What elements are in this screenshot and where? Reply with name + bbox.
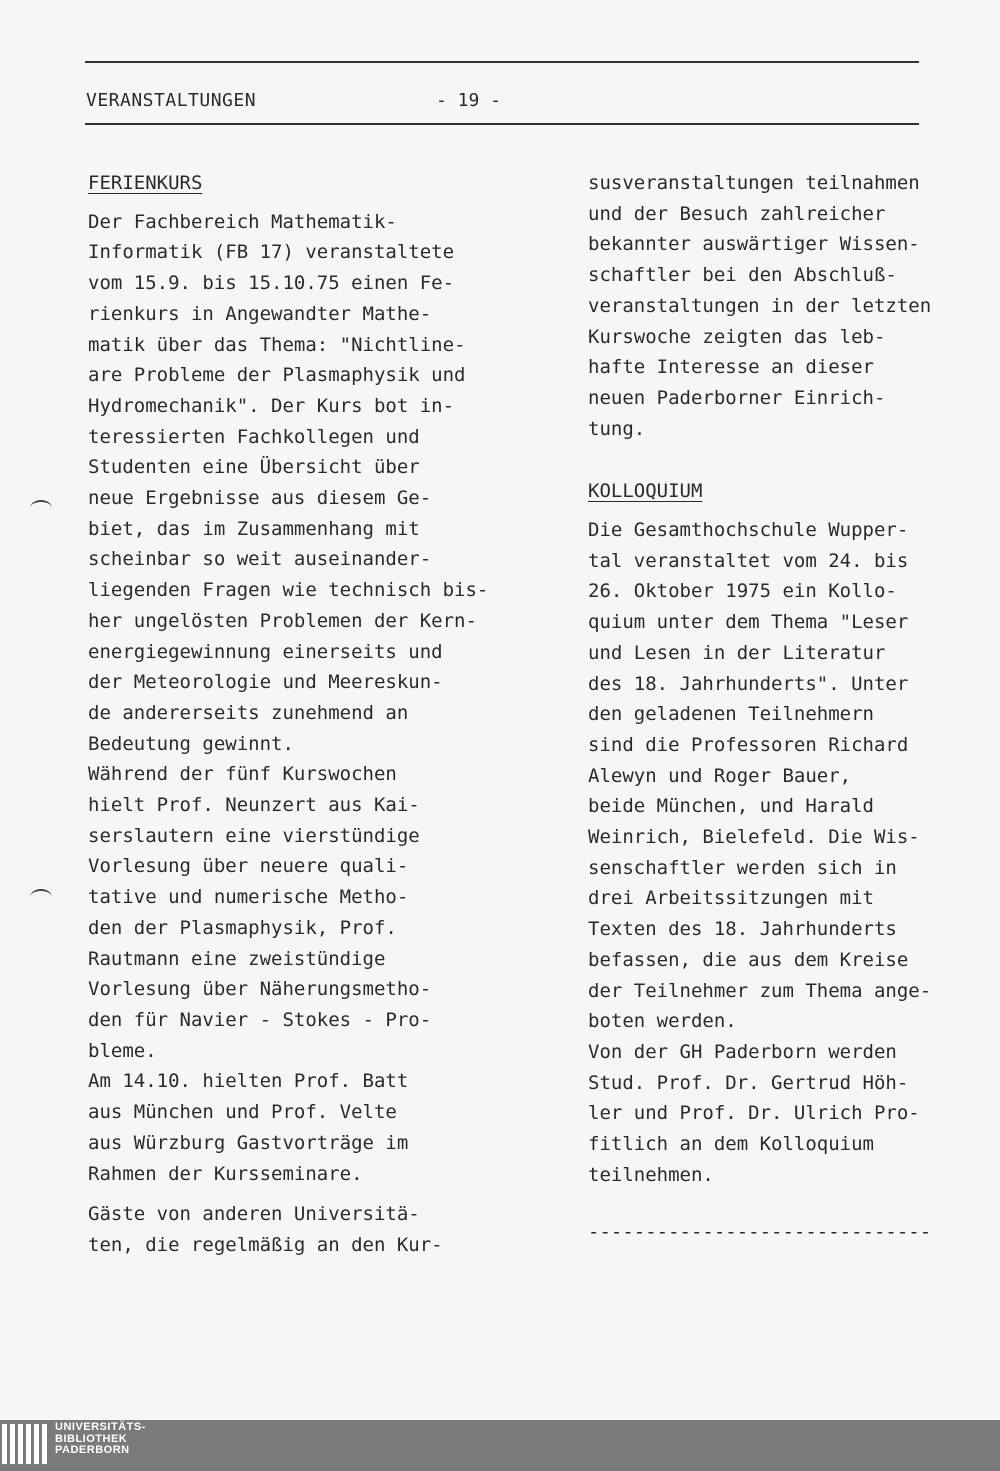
text-line: boten werden. (588, 1010, 737, 1033)
text-line: Weinrich, Bielefeld. Die Wis- (588, 826, 920, 849)
text-line: ler und Prof. Dr. Ulrich Pro- (588, 1102, 920, 1125)
text-line: Informatik (FB 17) veranstaltete (88, 241, 455, 264)
text-line: befassen, die aus dem Kreise (588, 948, 909, 971)
text-line: Studenten eine Übersicht über (88, 456, 420, 479)
text-line: der Meteorologie und Meereskun- (88, 671, 443, 694)
text-line: Während der fünf Kurswochen (88, 763, 397, 786)
ferienkurs-text (88, 207, 538, 1190)
text-line: Von der GH Paderborn werden (588, 1040, 897, 1063)
text-line: und der Besuch zahlreicher (588, 202, 886, 225)
text-line: are Probleme der Plasmaphysik und (88, 364, 466, 387)
text-line: den der Plasmaphysik, Prof. (88, 916, 397, 939)
text-line: Die Gesamthochschule Wupper- (588, 519, 909, 542)
header-rule-bottom (85, 123, 919, 125)
text-line: senschaftler werden sich in (588, 856, 897, 879)
left-column (88, 168, 538, 1261)
text-line: Stud. Prof. Dr. Gertrud Höh- (588, 1071, 909, 1094)
text-line: liegenden Fragen wie technisch bis- (88, 579, 489, 602)
end-dash-line: ------------------------------ (588, 1220, 932, 1243)
text-line: ten, die regelmäßig an den Kur- (88, 1233, 443, 1256)
text-line: her ungelösten Problemen der Kern- (88, 609, 477, 632)
text-line: teressierten Fachkollegen und (88, 425, 420, 448)
text-line: des 18. Jahrhunderts". Unter (588, 672, 909, 695)
text-line: bekannter auswärtiger Wissen- (588, 233, 920, 256)
text-line: Texten des 18. Jahrhunderts (588, 918, 897, 941)
text-line: hafte Interesse an dieser (588, 356, 874, 379)
text-line: Bedeutung gewinnt. (88, 732, 294, 755)
text-line: beide München, und Harald (588, 795, 874, 818)
text-line: aus München und Prof. Velte (88, 1101, 397, 1124)
ferienkurs-text-end (588, 168, 978, 444)
page-number: - 19 - (436, 90, 502, 111)
text-line: Hydromechanik". Der Kurs bot in- (88, 394, 455, 417)
kolloquium-text (588, 515, 978, 1190)
text-line: Rautmann eine zweistündige (88, 947, 386, 970)
text-line: fitlich an dem Kolloquium (588, 1133, 874, 1156)
logo-line: BIBLIOTHEK (55, 1432, 128, 1445)
text-line: Am 14.10. hielten Prof. Batt (88, 1070, 409, 1093)
text-line: schaftler bei den Abschluß- (588, 264, 897, 287)
text-line: aus Würzburg Gastvorträge im (88, 1131, 409, 1154)
text-line: und Lesen in der Literatur (588, 641, 886, 664)
library-logo-text (55, 1422, 146, 1457)
text-line: susveranstaltungen teilnahmen (588, 172, 920, 194)
text-line: rienkurs in Angewandter Mathe- (88, 302, 432, 325)
text-line: hielt Prof. Neunzert aus Kai- (88, 794, 420, 817)
logo-line: PADERBORN (55, 1444, 130, 1456)
punch-hole-mark (30, 500, 52, 516)
text-line: tung. (588, 417, 646, 440)
library-footer (0, 1420, 1000, 1471)
text-line: veranstaltungen in der letzten (588, 294, 932, 317)
text-line: den für Navier - Stokes - Pro- (88, 1008, 432, 1031)
section-title-ferienkurs: FERIENKURS (88, 172, 203, 194)
text-line: neuen Paderborner Einrich- (588, 386, 886, 409)
text-line: teilnehmen. (588, 1163, 714, 1186)
text-line: tative und numerische Metho- (88, 886, 409, 909)
text-line: Vorlesung über Näherungsmetho- (88, 978, 432, 1001)
section-title-kolloquium: KOLLOQUIUM (588, 480, 703, 503)
text-line: tal veranstaltet vom 24. bis (588, 549, 909, 572)
text-line: scheinbar so weit auseinander- (88, 548, 432, 571)
text-line: Alewyn und Roger Bauer, (588, 764, 852, 787)
text-line: Gäste von anderen Universitä- (88, 1203, 420, 1226)
text-line: Rahmen der Kursseminare. (88, 1162, 363, 1185)
text-line: serslautern eine vierstündige (88, 824, 420, 847)
header-rule-top (85, 61, 919, 63)
text-line: den geladenen Teilnehmern (588, 703, 874, 726)
text-line: sind die Professoren Richard (588, 733, 909, 756)
text-line: matik über das Thema: "Nichtline- (88, 333, 466, 356)
text-line: bleme. (88, 1039, 157, 1062)
text-line: energiegewinnung einerseits und (88, 640, 443, 663)
text-line: drei Arbeitssitzungen mit (588, 887, 874, 910)
text-line: biet, das im Zusammenhang mit (88, 517, 420, 540)
punch-hole-mark (30, 889, 52, 905)
text-line: Vorlesung über neuere quali- (88, 855, 409, 878)
text-line: quium unter dem Thema "Leser (588, 611, 909, 634)
text-line: neue Ergebnisse aus diesem Ge- (88, 487, 432, 510)
text-line: vom 15.9. bis 15.10.75 einen Fe- (88, 272, 455, 295)
text-line: 26. Oktober 1975 ein Kollo- (588, 580, 897, 603)
text-line: Der Fachbereich Mathematik- (88, 210, 397, 233)
section-header: VERANSTALTUNGEN (86, 90, 257, 111)
text-line: Kurswoche zeigten das leb- (588, 325, 886, 348)
text-line: de andererseits zunehmend an (88, 701, 409, 724)
text-line: der Teilnehmer zum Thema ange- (588, 979, 932, 1002)
library-logo-icon (2, 1424, 47, 1464)
ferienkurs-text-continued (88, 1199, 538, 1260)
logo-line: UNIVERSITÄTS- (55, 1421, 146, 1433)
right-column (588, 168, 978, 1247)
